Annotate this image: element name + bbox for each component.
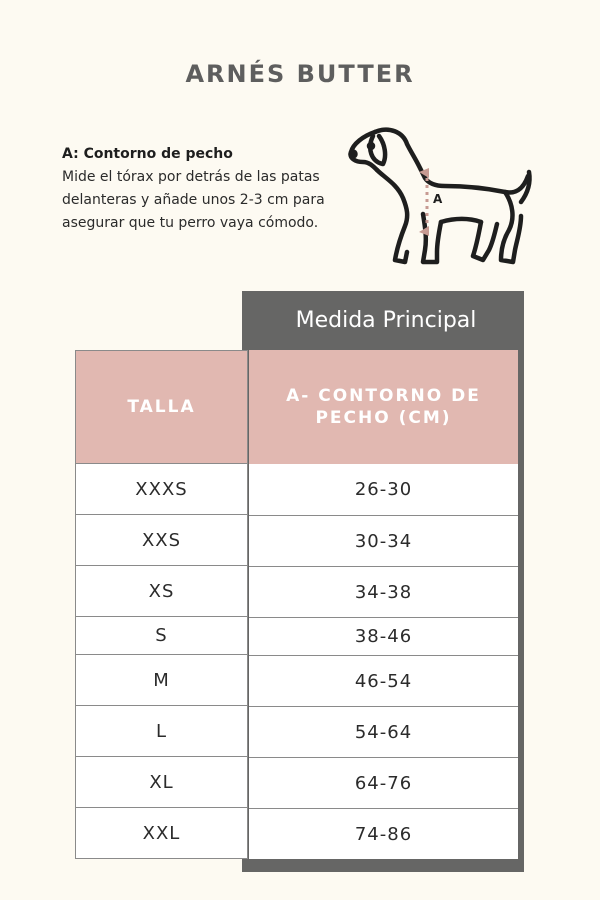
dog-chest xyxy=(377,170,407,262)
chest-cell: 30-34 xyxy=(249,516,518,566)
size-cell: S xyxy=(75,617,248,655)
group-header-medida-principal: Medida Principal xyxy=(295,307,477,333)
dog-head xyxy=(375,130,528,193)
size-cell: XL xyxy=(75,757,248,808)
size-cell: XXXS xyxy=(75,464,248,515)
dog-eye xyxy=(369,144,373,148)
chest-cell: 34-38 xyxy=(249,567,518,617)
size-cell: XXL xyxy=(75,808,248,859)
header-talla: TALLA xyxy=(75,350,248,464)
chest-cell: 38-46 xyxy=(249,618,518,655)
size-cell: L xyxy=(75,706,248,757)
diagram-label-a: A xyxy=(433,192,443,206)
chest-cell: 46-54 xyxy=(249,656,518,706)
dog-back-leg xyxy=(473,222,497,260)
page-title: ARNÉS BUTTER xyxy=(185,60,415,88)
size-cell: XXS xyxy=(75,515,248,566)
dog-belly xyxy=(441,219,481,222)
size-cell: XS xyxy=(75,566,248,617)
dog-back-leg-2 xyxy=(501,192,521,262)
measure-heading: A: Contorno de pecho xyxy=(62,146,233,162)
chest-cell: 74-86 xyxy=(249,809,518,859)
dog-nose xyxy=(351,152,356,157)
measure-description: Mide el tórax por detrás de las patas delanteras y añade unos 2-3 cm para asegurar que tu perro vaya cómodo. xyxy=(62,169,325,231)
chest-cell: 54-64 xyxy=(249,707,518,757)
chest-cell: 26-30 xyxy=(249,464,518,515)
size-cell: M xyxy=(75,655,248,706)
chest-cell: 64-76 xyxy=(249,758,518,808)
header-contorno-pecho: A- CONTORNO DE PECHO (CM) xyxy=(249,350,518,464)
dog-illustration xyxy=(345,122,540,272)
dog-ear xyxy=(370,136,385,164)
